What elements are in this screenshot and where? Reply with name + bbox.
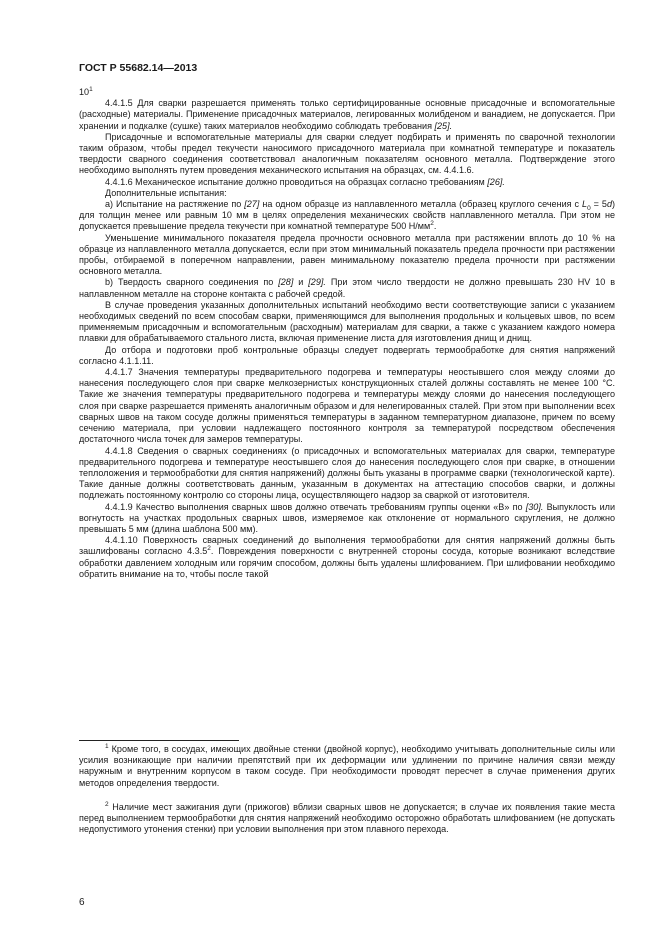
footnote-2: $^2$ Наличие мест зажигания дуги (прижогов) вблизи сварных швов не допускается; в случае их появления такие места перед выполнением термообработки для снятия напряжений необходимо осторожно обработать шлифованием (не допускать недопустимого утонения стенки) при условии выполнения при этом плавного перехода. [79,800,615,835]
paragraph-strength-reduction: Уменьшение минимального показателя предела прочности основного металла при растяжении вплоть до 10 % на образце из наплавленного металла допускается, если при этом минимальный показатель предела прочности при растяжении пробы, отбираемой в поперечном направлении, равен минимальному показателю предела прочности при растяжении основного металла. [79,232,615,277]
document-header: ГОСТ Р 55682.14—2013 [79,62,198,74]
paragraph-heat-treatment: До отбора и подготовки проб контрольные образцы следует подвергать термообработке для снятия напряжений согласно 4.1.1.11. [79,344,615,366]
paragraph-4-4-1-10: 4.4.1.10 Поверхность сварных соединений до выполнения термообработки для снятия напряжений должны быть зашлифованы согласно 4.3.5$^2$. Повреждения поверхности с внутренней стороны сосуда, которые возникают вследствие обработки давлением холодным или горячим способом, должны быть удалены шлифованием. При шлифовании необходимо обратить внимание на то, чтобы после такой [79,535,616,579]
paragraph-additional-tests: Дополнительные испытания: [105,187,227,198]
paragraph-4-4-1-9: 4.4.1.9 Качество выполнения сварных швов должно отвечать требованиям группы оценки «В» по [30]. Выпуклость или вогнутость на участках продольных сварных швов, измеряемое как отклонение от нормального скругления, не должно превышать 5 мм (длина шаблона 500 мм). [79,501,616,534]
footnotes [79,744,615,835]
document-body [79,87,615,580]
footnote-1: $^1$ Кроме того, в сосудах, имеющих двойные стенки (двойной корпус), необходимо учитывать дополнительные силы или усилия возникающие при наличии препятствий при их деформации или удлинении по причине наличия связи между наружным и внутренним корпусом в таком сосуде. При необходимости проводят пересчет в случае применения других методов определения твердости. [79,742,616,788]
paragraph-hardness: b) Твердость сварного соединения по [28] и [29]. При этом число твердости не должно превышать 230 HV 10 в наплавленном металле на стороне контакта с рабочей средой. [79,277,616,299]
paragraph-records: В случае проведения указанных дополнительных испытаний необходимо вести соответствующие записи с указанием необходимых сведений по всем способам сварки, применяющимся для выполнения продольных и кольцевых швов, по всем применяемым присадочным и вспомогательным (расходным) материалам для сварки, а также с указанием каждого номера плавки для обрабатываемого стального листа, включая применение листа для изготовления днищ и днищ. [79,299,615,344]
paragraph-4-4-1-7: 4.4.1.7 Значения температуры предварительного подогрева и температуры неостывшего слоя между слоями до нанесения последующего слоя при сварке мелкозернистых конструкционных сталей должны составлять не менее 100 °С. Такие же значения температуры предварительного подогрева и температуры между слоями до нанесения последующего слоя при сварке разрешается применять аналогичным образом и для нелегированных сталей. При этом при выполнении всех сварных швов на таком сосуде должны применяться температуры в заданном температурном диапазоне, причем по всему сечению материала, при условии надлежащего постоянного контроля за температурой посредством обеспечения достаточного числа точек для замеров температуры. [79,367,615,445]
paragraph-4-4-1-6: 4.4.1.6 Механическое испытание должно проводиться на образцах согласно требованиям [26]. [105,176,505,187]
footnote-separator [79,740,239,741]
paragraph-filler-materials: Присадочные и вспомогательные материалы для сварки следует подбирать и применять по сварочной технологии таким образом, чтобы предел текучести наносимого присадочного материала при комнатной температуре и показатель твердости сварного соединения соответствовал аналогичным показателям основного металла. Подтверждение этого необходимо выполнять путем проведения механического испытания на образцах, см. 4.4.1.6. [79,131,615,176]
paragraph-4-4-1-5: 4.4.1.5 Для сварки разрешается применять только сертифицированные основные присадочные и вспомогательные (расходные) материалы. Применение присадочных материалов, легированных молибденом и ванадием, не допускается. При хранении и подкалке (сушке) таких материалов необходимо соблюдать требования [25]. [79,98,615,131]
paragraph-4-4-1-8: 4.4.1.8 Сведения о сварных соединениях (о присадочных и вспомогательных материалах для сварки, температуре предварительного подогрева и температуре неостывшего слоя до нанесения последующего слоя при сварке, в отношении теплоложения и термообработки для снятия напряжений) должны быть указаны в программе сварки (технологической карте). Такие данные должны соответствовать данным, указанным в документах на аттестацию способов сварки, и должны подлежать постоянному контролю со стороны лица, осуществляющего надзор за сваркой от изготовителя. [79,445,615,501]
paragraph-tensile-test: а) Испытание на растяжение по [27] на одном образце из наплавленного металла (образец круглого сечения с $L_0 = 5d$) для толщин менее или равным 10 мм в целях определения механических свойств наплавленного металла. При этом не допускается превышение предела текучести при комнатной температуре 500 $Н/мм^2$. [79,199,616,232]
page-number: 6 [79,897,85,908]
paragraph-10: $10^1$ [79,85,93,97]
